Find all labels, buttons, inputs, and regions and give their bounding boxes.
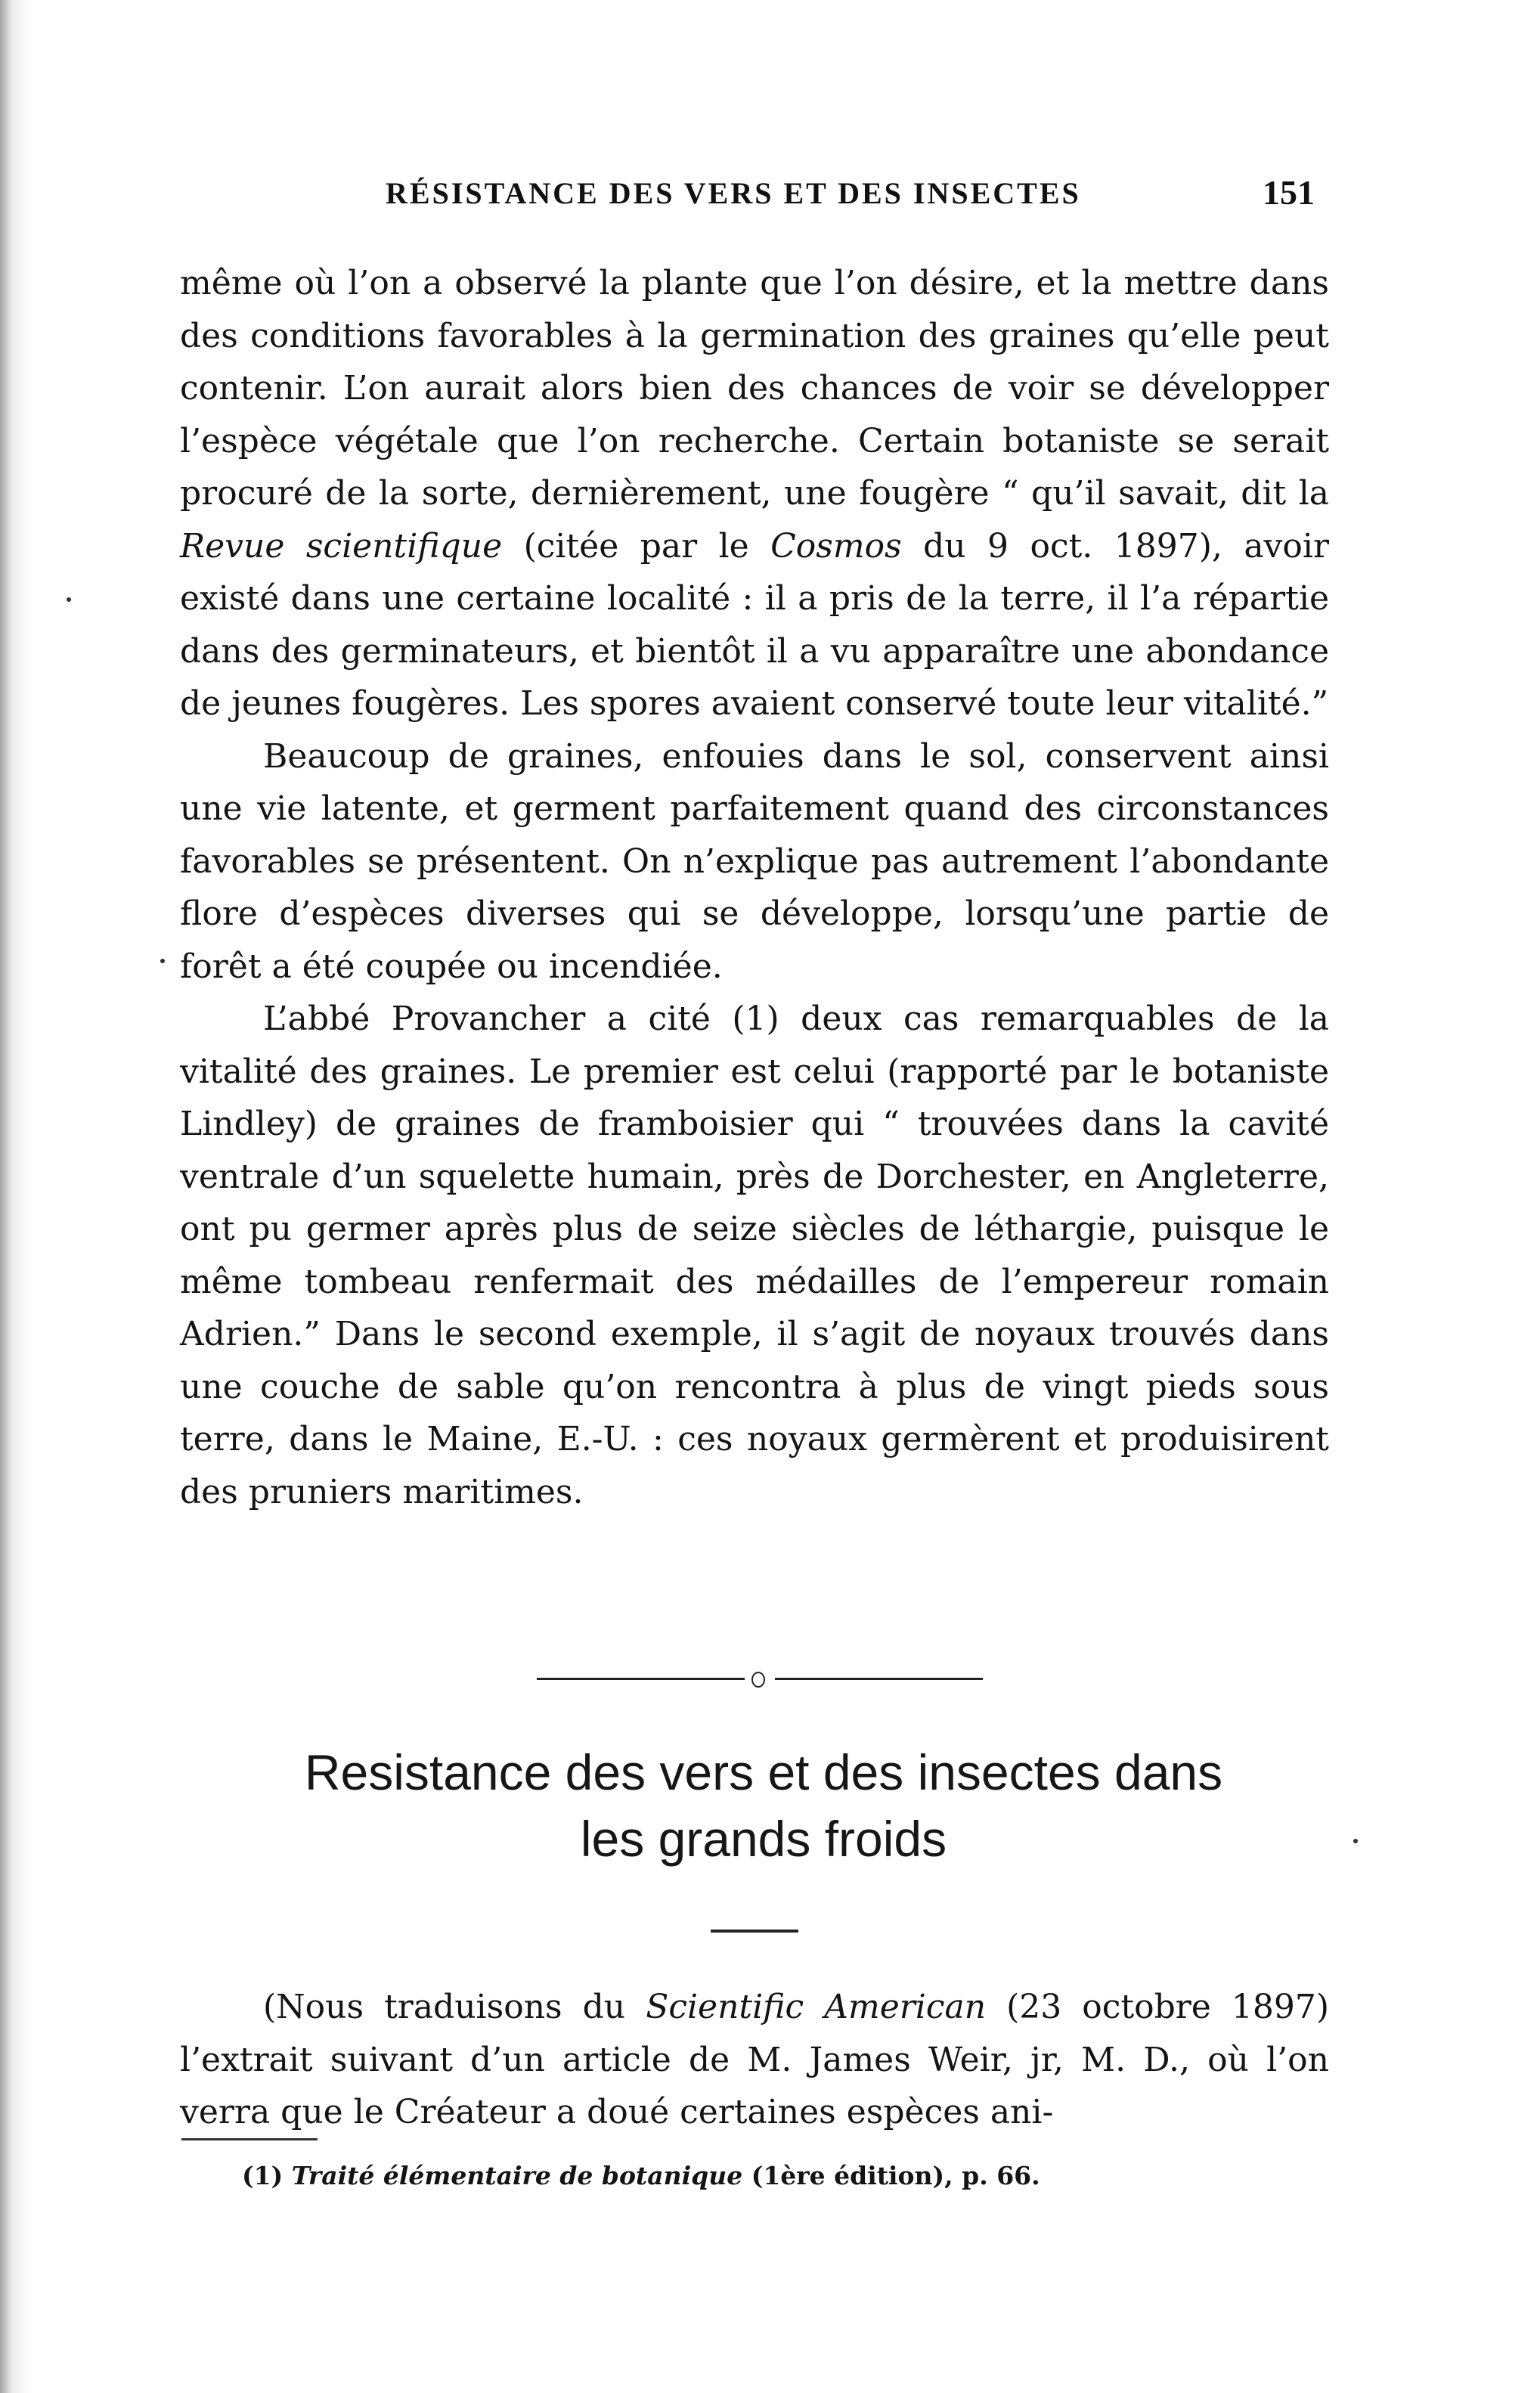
- section-title: [151, 1739, 1376, 1872]
- paragraph-1-text: même où l’on a observé la plante que l’on désire, et la mettre dans des conditions favorables à la germination des graines qu’elle peut contenir. L’on aurait alors bien des chances de voir se développer l’espèce végétale que l’on recherche. Certain botaniste se serait procuré de la sorte, dernièrement, une fougère “ qu’il savait, dit la: [180, 264, 1329, 513]
- italic-scientific-american: Scientific American: [646, 1988, 987, 2026]
- footnote-title: Traité élémentaire de botanique: [291, 2161, 743, 2190]
- paragraph-1-text-b: (citée par le: [502, 526, 771, 566]
- running-head: RÉSISTANCE DES VERS ET DES INSECTES: [386, 176, 1081, 210]
- italic-cosmos: Cosmos: [770, 526, 902, 566]
- section-title-line-1: Resistance des vers et des insectes dans: [304, 1744, 1223, 1800]
- title-rule: [711, 1930, 798, 1933]
- section-title-line-2: les grands froids: [580, 1811, 947, 1867]
- divider-ornament: [751, 1672, 765, 1688]
- page-edge-shadow: [0, 0, 30, 2393]
- intro-text-b: (23 octobre 1897) l’extrait suivant d’un article de M. James Weir, jr, M. D., où l’on verra que le Créateur a doué certaines espèces ani-: [180, 1988, 1329, 2131]
- italic-revue-scientifique: Revue scientifique: [180, 526, 503, 566]
- page-number: 151: [1263, 173, 1315, 212]
- print-speck: [160, 959, 165, 963]
- paragraph-3: L’abbé Provancher a cité (1) deux cas remarquables de la vitalité des graines. Le premier est celui (rapporté par le botaniste Lindley) de graines de framboisier qui “ trouvées dans la cavité ventrale d’un squelette humain, près de Dorchester, en Angleterre, ont pu germer après plus de seize siècles de léthargie, puisque le même tombeau renfermait des médailles de l’empereur romain Adrien.” Dans le second exemple, il s’agit de noyaux trouvés dans une couche de sable qu’on rencontra à plus de vingt pieds sous terre, dans le Maine, E.-U. : ces noyaux germèrent et produisirent des pruniers maritimes.: [180, 1000, 1329, 1511]
- footnote: [242, 2161, 1040, 2190]
- intro-paragraph: [180, 1981, 1329, 2139]
- footnote-rule: [181, 2138, 318, 2140]
- intro-text-a: (Nous traduisons du: [263, 1988, 646, 2026]
- body-text: [180, 257, 1329, 1518]
- paragraph-1: [180, 257, 1329, 730]
- footnote-rest: (1ère édition), p. 66.: [751, 2161, 1040, 2190]
- print-speck: [67, 597, 71, 602]
- paragraph-2: Beaucoup de graines, enfouies dans le sol, conservent ainsi une vie latente, et germent parfaitement quand des circonstances favorables se présentent. On n’explique pas autrement l’abondante flore d’espèces diverses qui se développe, lorsqu’une partie de forêt a été coupée ou incendiée.: [180, 736, 1329, 986]
- footnote-marker: (1): [242, 2161, 284, 2190]
- section-divider: [537, 1671, 983, 1686]
- intro-text: [180, 1981, 1329, 2139]
- divider-line-right: [775, 1678, 983, 1680]
- divider-line-left: [537, 1678, 745, 1680]
- paragraph-1-text-c: du 9 oct. 1897), avoir existé dans une certaine localité : il a pris de la terre, il l’a répartie dans des germinateurs, et bientôt il a vu apparaître une abondance de jeunes fougères. Les spores avaient conservé toute leur vitalité.”: [180, 526, 1329, 723]
- print-speck: [1353, 1839, 1358, 1843]
